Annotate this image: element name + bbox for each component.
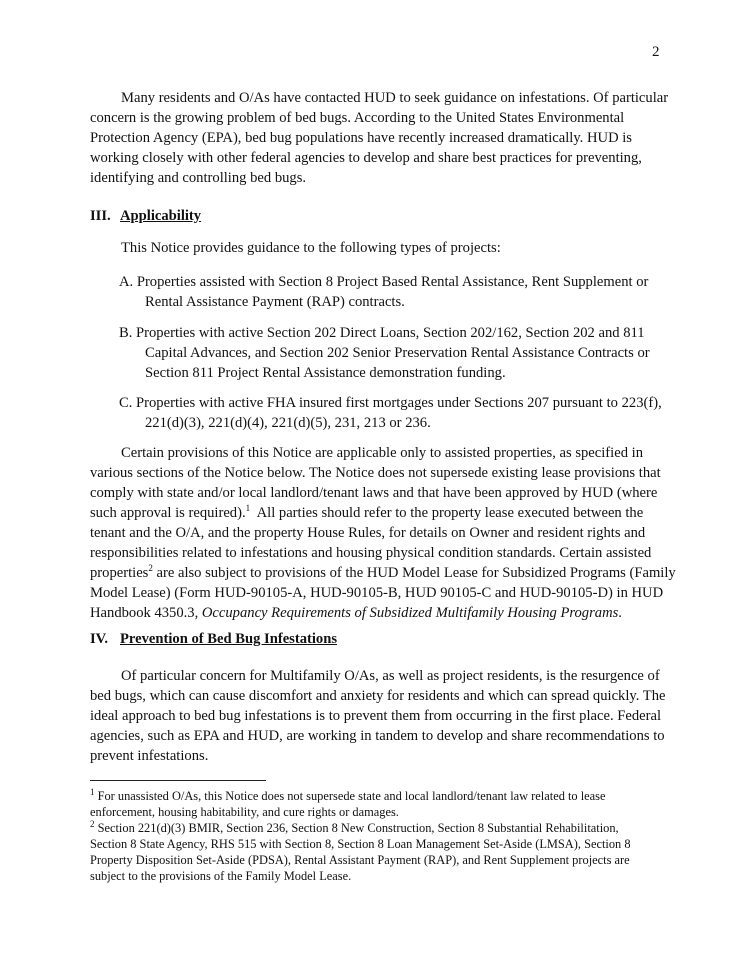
footnote-line: enforcement, housing habitability, and cure rights or damages.	[90, 805, 399, 819]
footnote-2	[90, 820, 670, 884]
list-item-line: A. Properties assisted with Section 8 Project Based Rental Assistance, Rent Supplement or	[119, 274, 649, 290]
footnote-text: Section 221(d)(3) BMIR, Section 236, Section 8 New Construction, Section 8 Substantial Rehabilitation,	[94, 821, 619, 835]
intro-line: Protection Agency (EPA), bed bug populations have recently increased dramatically. HUD is	[90, 130, 632, 146]
page-number: 2	[652, 44, 660, 60]
intro-line: working closely with other federal agencies to develop and share best practices for preventing,	[90, 150, 642, 166]
section-number: III.	[90, 208, 111, 224]
applicability-body-paragraph	[90, 443, 676, 623]
applicability-lead	[90, 238, 662, 258]
body-line: tenant and the O/A, and the property House Rules, for details on Owner and resident rights and	[90, 525, 646, 541]
prevention-line: ideal approach to bed bug infestations is to prevent them from occurring in the first place. Federal	[90, 708, 662, 724]
prevention-line: prevent infestations.	[90, 748, 209, 764]
prevention-paragraph	[90, 666, 666, 766]
body-line	[90, 503, 662, 523]
prevention-line: agencies, such as EPA and HUD, are working in tandem to develop and share recommendations to	[90, 728, 665, 744]
body-text: .	[618, 605, 622, 621]
prevention-line: Of particular concern for Multifamily O/As, as well as project residents, is the resurgence of	[121, 668, 660, 684]
body-line	[90, 563, 676, 583]
body-text: All parties should refer to the property lease executed between the	[250, 505, 644, 521]
footnote-mark: 1	[90, 786, 95, 797]
list-item-a	[119, 272, 679, 312]
list-item-line: Rental Assistance Payment (RAP) contracts.	[145, 294, 405, 310]
section-number: IV.	[90, 631, 108, 647]
section-title: Prevention of Bed Bug Infestations	[120, 631, 338, 647]
body-text: properties	[90, 565, 149, 581]
footnote-line: subject to the provisions of the Family Model Lease.	[90, 869, 352, 883]
footnote-line	[90, 820, 670, 836]
list-item-line: C. Properties with active FHA insured first mortgages under Sections 207 pursuant to 223(f),	[119, 395, 662, 411]
list-item-line: 221(d)(3), 221(d)(4), 221(d)(5), 231, 213 or 236.	[145, 415, 431, 431]
footnote-line: Property Disposition Set-Aside (PDSA), Rental Assistant Payment (RAP), and Rent Supplement projects are	[90, 853, 630, 867]
body-line: responsibilities related to infestations and housing physical condition standards. Certain assisted	[90, 545, 652, 561]
section-heading-applicability	[90, 206, 201, 226]
footnote-1	[90, 788, 670, 820]
list-item-line: Section 811 Project Rental Assistance demonstration funding.	[145, 365, 506, 381]
body-text: Handbook 4350.3,	[90, 605, 202, 621]
body-line: Model Lease) (Form HUD-90105-A, HUD-90105-B, HUD 90105-C and HUD-90105-D) in HUD	[90, 585, 664, 601]
footnote-line	[90, 788, 670, 804]
list-item-line: B. Properties with active Section 202 Direct Loans, Section 202/162, Section 202 and 811	[119, 325, 645, 341]
lead-line: This Notice provides guidance to the following types of projects:	[121, 240, 501, 256]
footnote-text: For unassisted O/As, this Notice does not supersede state and local landlord/tenant law related to lease	[94, 789, 606, 803]
list-item-line: Capital Advances, and Section 202 Senior Preservation Rental Assistance Contracts or	[145, 345, 650, 361]
footnote-mark: 2	[90, 818, 95, 829]
intro-line: Many residents and O/As have contacted HUD to seek guidance on infestations. Of particular	[121, 90, 669, 106]
section-heading-prevention	[90, 629, 337, 649]
footnote-ref-1: 1	[245, 503, 251, 514]
handbook-title: Occupancy Requirements of Subsidized Multifamily Housing Programs	[201, 605, 619, 621]
body-line: various sections of the Notice below. The Notice does not supersede existing lease provisions that	[90, 465, 661, 481]
list-item-c	[119, 393, 679, 433]
footnote-separator	[90, 780, 266, 781]
prevention-line: bed bugs, which can cause discomfort and anxiety for residents and which can spread quickly. The	[90, 688, 666, 704]
intro-line: concern is the growing problem of bed bugs. According to the United States Environmental	[90, 110, 625, 126]
footnote-line: Section 8 State Agency, RHS 515 with Section 8, Section 8 Loan Management Set-Aside (LMSA), Section 8	[90, 837, 631, 851]
list-item-b	[119, 323, 679, 383]
intro-paragraph	[90, 88, 669, 188]
intro-line: identifying and controlling bed bugs.	[90, 170, 307, 186]
body-line	[90, 603, 662, 623]
body-text: such approval is required).	[90, 505, 246, 521]
section-title: Applicability	[120, 208, 202, 224]
footnote-ref-2: 2	[148, 563, 153, 574]
body-line: comply with state and/or local landlord/tenant laws and that have been approved by HUD (where	[90, 485, 658, 501]
body-text: are also subject to provisions of the HUD Model Lease for Subsidized Programs (Family	[152, 565, 676, 581]
body-line: Certain provisions of this Notice are applicable only to assisted properties, as specified in	[121, 445, 643, 461]
